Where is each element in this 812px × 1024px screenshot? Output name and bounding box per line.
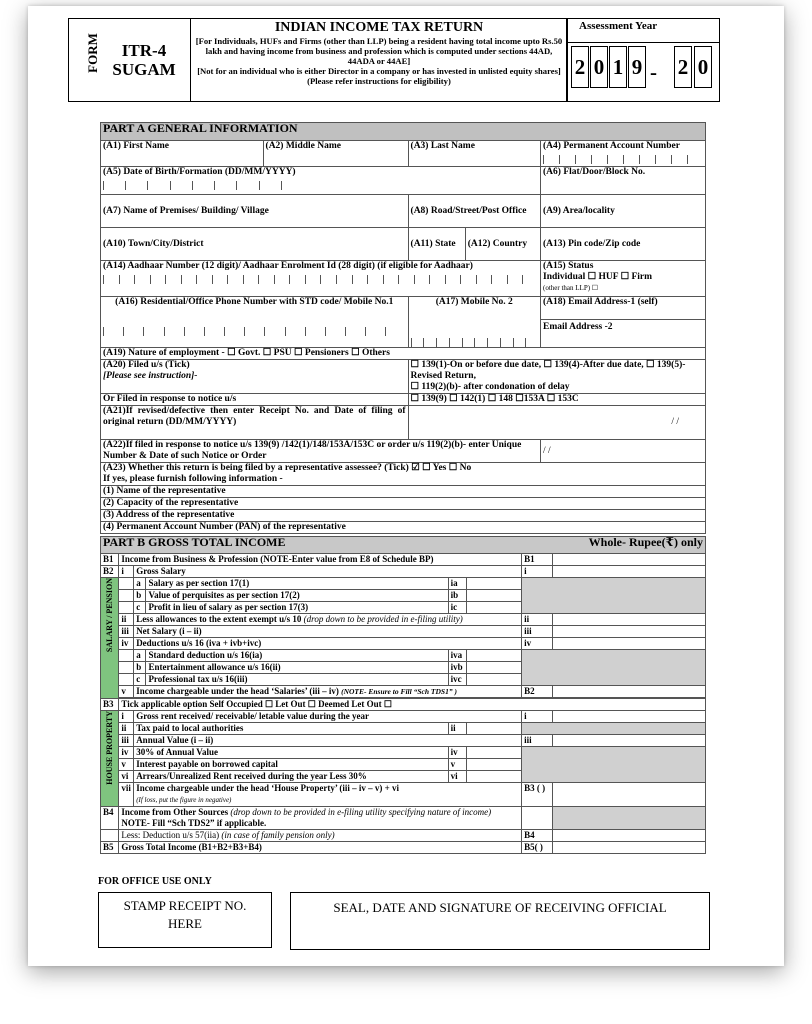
local-tax-input[interactable] (467, 723, 522, 735)
salaries-income-input[interactable] (552, 686, 705, 698)
form-title-box (190, 18, 568, 102)
interest-input[interactable] (467, 759, 522, 771)
house-income-label: Income chargeable under the head ‘House Property’ (iii – iv – v) + vi (If loss, put the figure in negative) (134, 783, 522, 807)
annual-value-label: Annual Value (i – ii) (134, 735, 522, 747)
perquisites-label: Value of perquisites as per section 17(2) (146, 590, 448, 602)
net-salary-label: Net Salary (i – ii) (134, 626, 522, 638)
arrears-input[interactable] (467, 771, 522, 783)
b1-input[interactable] (552, 554, 705, 566)
standard-deduction-input[interactable] (467, 650, 522, 662)
pincode-field[interactable]: (A13) Pin code/Zip code (541, 228, 706, 261)
professional-tax-input[interactable] (467, 674, 522, 686)
house-income-input[interactable] (552, 783, 705, 807)
rep-address-row[interactable]: (3) Address of the representative (101, 510, 706, 522)
notice-label: Or Filed in response to notice u/s (101, 394, 409, 406)
thirty-percent-input[interactable] (467, 747, 522, 759)
professional-tax-label: Professional tax u/s 16(iii) (146, 674, 448, 686)
form-label-box (68, 18, 191, 102)
part-a-title: PART A GENERAL INFORMATION (101, 123, 706, 141)
email-field[interactable]: (A18) Email Address-1 (self) Email Address -2 (541, 297, 706, 348)
ay-digit: 0 (590, 46, 608, 88)
email2-field: Email Address -2 (543, 322, 613, 332)
state-field[interactable]: (A11) State (408, 228, 465, 261)
form-eligibility-line3: (Please refer instructions for eligibility) (307, 76, 451, 86)
country-field[interactable]: (A12) Country (465, 228, 540, 261)
part-a-table (100, 122, 706, 534)
seal-signature-box: SEAL, DATE AND SIGNATURE OF RECEIVING OFFICIAL (290, 892, 710, 950)
deductions-16-input[interactable] (552, 638, 705, 650)
profit-lieu-input[interactable] (467, 602, 522, 614)
ay-digit: 2 (571, 46, 589, 88)
gross-rent-label: Gross rent received/ receivable/ letable value during the year (134, 711, 522, 723)
net-salary-input[interactable] (552, 626, 705, 638)
notice-unique-input[interactable]: / / (541, 440, 706, 463)
b1-label: Income from Business & Profession (NOTE-Enter value from E8 of Schedule BP) (119, 554, 522, 566)
salary-17-1-input[interactable] (467, 578, 522, 590)
b3-options[interactable]: Tick applicable option Self Occupied ☐ Let Out ☐ Deemed Let Out ☐ (119, 699, 706, 711)
b1-ref: B1 (522, 554, 553, 566)
revised-return-input[interactable]: / / (408, 406, 705, 440)
salary-17-1-label: Salary as per section 17(1) (146, 578, 448, 590)
deductions-16-label: Deductions u/s 16 (iva + ivb+ivc) (134, 638, 522, 650)
other-sources-input[interactable] (552, 830, 705, 842)
house-side-label: HOUSE PROPERTY (101, 711, 119, 807)
ay-digit: 0 (694, 46, 712, 88)
part-b-title: PART B GROSS TOTAL INCOME Whole- Rupee(₹) only (101, 537, 706, 554)
b2-code: B2 (101, 566, 119, 578)
area-locality-field[interactable]: (A9) Area/locality (541, 195, 706, 228)
assessment-year-label: Assessment Year (567, 19, 719, 43)
other-sources-label: Income from Other Sources (drop down to be provided in e-filing utility specifying nature of income) NOTE- Fill “Sch TDS2” if applicable. (119, 807, 522, 830)
rep-capacity-row[interactable]: (2) Capacity of the representative (101, 498, 706, 510)
b1-code: B1 (101, 554, 119, 566)
local-tax-label: Tax paid to local authorities (134, 723, 448, 735)
mobile2-field[interactable]: (A17) Mobile No. 2 (408, 297, 540, 348)
arrears-label: Arrears/Unrealized Rent received during the year Less 30% (134, 771, 448, 783)
filed-us-options[interactable]: ☐ 139(1)-On or before due date, ☐ 139(4)-After due date, ☐ 139(5)-Revised Return, ☐ 119(2)(b)- after condonation of delay (408, 360, 705, 394)
entertainment-label: Entertainment allowance u/s 16(ii) (146, 662, 448, 674)
gross-salary-input[interactable] (552, 566, 705, 578)
form-name: ITR-4 SUGAM (112, 41, 176, 79)
b5-code: B5 (101, 842, 119, 854)
town-city-field[interactable]: (A10) Town/City/District (101, 228, 409, 261)
ay-dash: - (650, 60, 657, 84)
b3-code: B3 (101, 699, 119, 711)
premises-field[interactable]: (A7) Name of Premises/ Building/ Village (101, 195, 409, 228)
stamp-receipt-box: STAMP RECEIPT NO. HERE (98, 892, 272, 948)
salary-side-label: SALARY / PENSION (101, 578, 119, 699)
revised-return-label: (A21)If revised/defective then enter Receipt No. and Date of filing of original return (DD/MM/YYYY) (101, 406, 409, 440)
b4-code: B4 (101, 807, 119, 830)
ay-digit: 1 (609, 46, 627, 88)
annual-value-input[interactable] (552, 735, 705, 747)
phone-field[interactable]: (A16) Residential/Office Phone Number with STD code/ Mobile No.1 (101, 297, 409, 348)
allowances-input[interactable] (552, 614, 705, 626)
interest-label: Interest payable on borrowed capital (134, 759, 448, 771)
flat-door-field[interactable]: (A6) Flat/Door/Block No. (541, 167, 706, 195)
office-use-label: FOR OFFICE USE ONLY (98, 876, 212, 887)
middle-name-field[interactable]: (A2) Middle Name (263, 141, 408, 167)
filed-us-label: (A20) Filed u/s (Tick) [Please see instruction]- (101, 360, 409, 394)
form-eligibility-line1: [For Individuals, HUFs and Firms (other than LLP) being a resident having total income upto Rs.50 lakh and having income from business and profession which is computed under sections 44AD, 44ADA or 44AE] (195, 36, 563, 66)
pan-field[interactable]: (A4) Permanent Account Number (541, 141, 706, 167)
nature-employment-row[interactable]: (A19) Nature of employment - ☐ Govt. ☐ PSU ☐ Pensioners ☐ Others (101, 348, 706, 360)
gross-total-label: Gross Total Income (B1+B2+B3+B4) (119, 842, 522, 854)
gross-total-input[interactable] (552, 842, 705, 854)
form-vertical-label: FORM (84, 33, 100, 73)
notice-unique-label: (A22)If filed in response to notice u/s 139(9) /142(1)/148/153A/153C or order u/s 119(2)(b)- enter Unique Number & Date of such Notice or Order (101, 440, 541, 463)
last-name-field[interactable]: (A3) Last Name (408, 141, 540, 167)
rep-pan-row[interactable]: (4) Permanent Account Number (PAN) of the representative (101, 522, 706, 534)
gross-rent-input[interactable] (552, 711, 705, 723)
dob-field[interactable]: (A5) Date of Birth/Formation (DD/MM/YYYY) (101, 167, 541, 195)
profit-lieu-label: Profit in lieu of salary as per section 17(3) (146, 602, 448, 614)
part-b-table: PART B GROSS TOTAL INCOME Whole- Rupee(₹) only B1 Income from Business & Profession (NOTE-Enter value from E8 of Schedule BP) B1 B2 i Gross Salary i SALARY / PENSION a Salary as per section 17(1) ia b Value of perquisites as per section 17(2) ib c Profit in lieu of salary as per section 17(3) ic ii Less allowances to the extent exempt u/s 10 (drop down to be provided in e-filing utility) ii iii Net Salary (i – ii) iii iv Deductions u/s 16 (iva + ivb+ivc) iv a Standard deduction u/s 16(ia) iva b Entertainment allowance u/s 16(ii) ivb c Professional tax u/s 16(iii) ivc v Income chargeable under the head ‘Salaries’ (iii – iv) (NOTE- Ensure to Fill “Sch TDS1” ) B2 B3 Tick applicable option Self Occupied ☐ Let Out ☐ Deemed Let Out ☐ HOUSE PROPERTY i Gross rent received/ receivable/ letable value during the year i ii Tax paid to local authorities ii iii Annual Value (i – ii) iii iv 30% of Annual Value iv v Interest payable on borrowed capital v vi Arrears/Unrealized Rent received during the year Less 30% vi vii Income chargeable under the head ‘House Property’ (iii – iv – v) + vi (If loss, put the figure in negative) B3 ( ) B4 Income from Other Sources (drop down to be provided in e-filing utility specifying nature of income) NOTE- Fill “Sch TDS2” if applicable. Less: Deduction u/s 57(iia) (in case of family pension only) B4 B5 Gross Total Income (B1+B2+B3+B4) B5( ) (100, 536, 706, 854)
deduction-57-label: Less: Deduction u/s 57(iia) (in case of family pension only) (119, 830, 522, 842)
thirty-percent-label: 30% of Annual Value (134, 747, 448, 759)
form-title: INDIAN INCOME TAX RETURN (274, 20, 484, 35)
salaries-income-label: Income chargeable under the head ‘Salaries’ (iii – iv) (NOTE- Ensure to Fill “Sch TDS1” ) (134, 686, 522, 698)
entertainment-input[interactable] (467, 662, 522, 674)
first-name-field[interactable]: (A1) First Name (101, 141, 264, 167)
form-eligibility-line2: [Not for an individual who is either Director in a company or has invested in unlisted equity shares] (197, 66, 561, 76)
allowances-label: Less allowances to the extent exempt u/s 10 (drop down to be provided in e-filing utility) (134, 614, 522, 626)
ay-digit: 9 (628, 46, 646, 88)
road-street-field[interactable]: (A8) Road/Street/Post Office (408, 195, 540, 228)
perquisites-input[interactable] (467, 590, 522, 602)
gross-salary-label: Gross Salary (134, 566, 522, 578)
aadhaar-field[interactable]: (A14) Aadhaar Number (12 digit)/ Aadhaar Enrolment Id (28 digit) (if eligible for Aadhaar) (101, 261, 541, 297)
ay-digit: 2 (674, 46, 692, 88)
notice-options[interactable]: ☐ 139(9) ☐ 142(1) ☐ 148 ☐153A ☐ 153C (408, 394, 705, 406)
standard-deduction-label: Standard deduction u/s 16(ia) (146, 650, 448, 662)
status-field[interactable]: (A15) Status Individual ☐ HUF ☐ Firm (other than LLP) ☐ (541, 261, 706, 297)
rep-name-row[interactable]: (1) Name of the representative (101, 486, 706, 498)
representative-question[interactable]: (A23) Whether this return is being filed by a representative assessee? (Tick) ☑ ☐ Yes ☐ No If yes, please furnish following information - (101, 463, 706, 486)
